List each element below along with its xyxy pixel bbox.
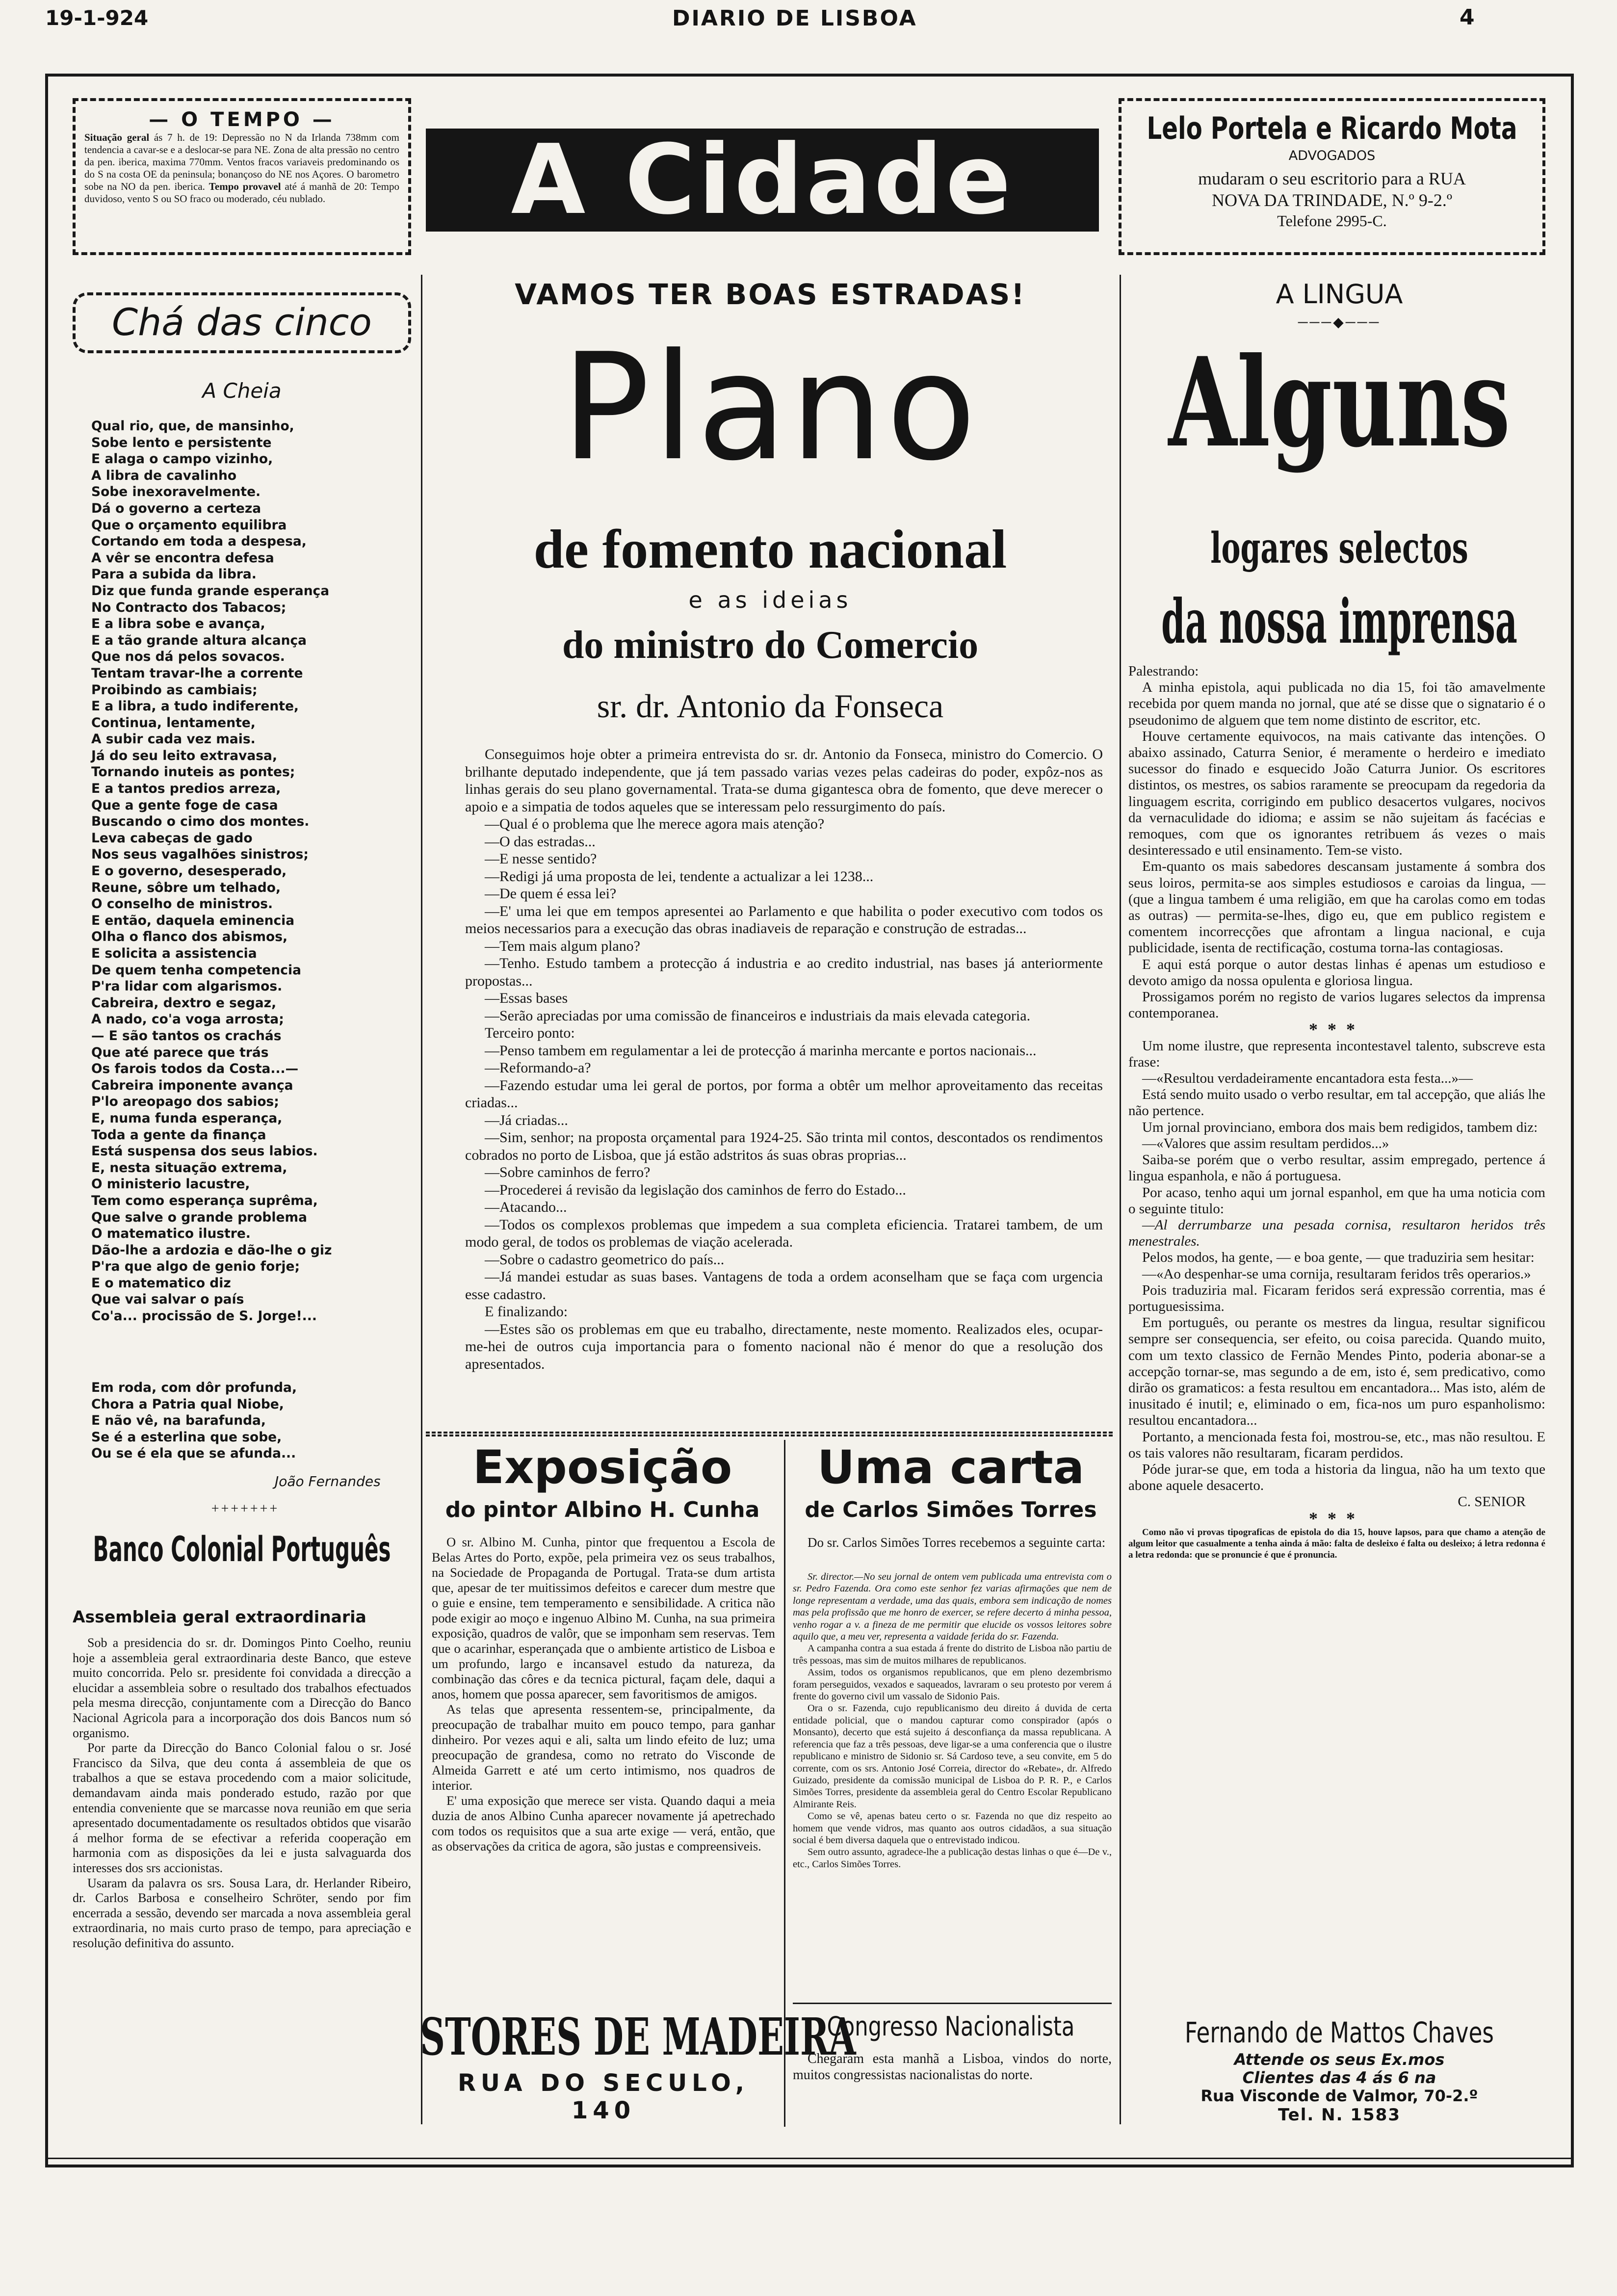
poem-stanza-1: Qual rio, que, de mansinho, Sobe lento e persistente E alaga o campo vizinho, A libra de cavalinho Sobe inexoravelmente. Dá o governo a certeza Que o orçamento equilibra Cortando em toda a despesa, A vêr se encontra defesa Para a subida da libra. Diz que funda grande esperança No Contracto dos Tabacos; E a libra sobe e avança, E a tão grande altura alcança Que nos dá pelos sovacos. Tentam travar-lhe a corrente Proibindo as cambiais; E a libra, a tudo indiferente, Continua, lentamente, A subir cada vez mais. Já do seu leito extravasa, Tornando inuteis as pontes; E a tantos predios arreza, Que a gente foge de casa Buscando o cimo dos montes. Leva cabeças de gado Nos seus vagalhões sinistros; E o governo, desesperado, Reune, sôbre um telhado, O conselho de ministros. E então, daquela eminencia Olha o flanco dos abismos, E solicita a assistencia De quem tenha competencia P'ra lidar com algarismos. Cabreira, dextro e segaz, A nado, co'a voga arrosta; — E são tantos os crachás Que até parece que trás Os farois todos da Costa...— Cabreira imponente avança P'lo areopago dos sabios; E, numa funda esperança, Toda a gente da finança Está suspensa dos seus labios. E, nesta situação extrema, O ministerio lacustre, Tem como esperança suprêma, Que salve o grande problema O matematico ilustre. Dão-lhe a ardozia e dão-lhe o giz P'ra que algo de genio forje; E o matematico diz Que vai salvar o país Co'a... procissão de S. Jorge!... (91, 418, 332, 1324)
lingua-paragraph-15: Póde jurar-se que, em toda a historia da lingua, não ha um texto que abone aquele desacerto. (1128, 1461, 1545, 1494)
lingua-subtitle-2: da nossa imprensa (1161, 586, 1517, 657)
carta-paragraph-6: Sem outro assunto, agradece-lhe a publicação destas linhas o que é—De v., etc., Carlos Simões Torres. (793, 1847, 1112, 1870)
lingua-opening: Palestrando: (1128, 663, 1199, 679)
carta-title: Uma carta (817, 1441, 1085, 1494)
weather-situation-text: ás 7 h. de 19: Depressão no N da Irlanda 738mm com tendencia a cavar-se e a deslocar-se para NE. Zona de alta pressão no centro da pen. iberica, maxima 770mm. Ventos fracos variaveis predominando os do S na costa OE da peninsula; bonançoso do NE nos Açores. O barometro sobe na NO da pen. iberica. (84, 131, 400, 192)
column-rule-left (421, 275, 422, 2124)
plano-bottom-rule (426, 1432, 1113, 1436)
fernando-line3: Rua Visconde de Valmor, 70-2.º (1200, 2087, 1478, 2105)
right-frame-rule (1571, 74, 1574, 2167)
lingua-subtitle: logares selectos (1210, 523, 1468, 573)
carta-paragraph-5: Como se vê, apenas bateu certo o sr. Fazenda no que diz respeito ao homem que vende vidros, mas quanto aos outros cidadãos, a sua situação social é bem diversa daquela que o entrevistado indicou. (793, 1811, 1112, 1846)
column-rule-right (1120, 275, 1121, 2124)
lingua-stars-2: *** (1309, 1508, 1365, 1528)
plano-dialogue-line: —O das estradas... (485, 833, 596, 850)
lawyers-ad-phone: Telefone 2995-C. (1277, 212, 1387, 230)
cha-header-box (73, 292, 411, 353)
lingua-quote-2: —«Valores que assim resultam perdidos...» (1142, 1135, 1389, 1151)
weather-forecast-label: Tempo provavel (209, 181, 281, 192)
banco-paragraph-1: Sob a presidencia do sr. dr. Domingos Pinto Coelho, reuniu hoje a assembleia geral extraordinaria deste Banco, que esteve muito concorrida. Pelo sr. presidente foi convidada a direcção a elucidar a assembleia sobre o resultado dos trabalhos efectuados pela mesma direcção, conjuntamente com a Direcção do Banco Nacional Agricola para a incorporação dos dois Bancos num só organismo. (73, 1636, 411, 1740)
section-banner (426, 124, 1099, 236)
lawyers-ad (1119, 98, 1545, 255)
plano-dialogue-line: —Já criadas... (485, 1112, 568, 1128)
lingua-quote-3: —Al derrumbarze una pesada cornisa, resultaron heridos três menestrales. (1128, 1217, 1545, 1250)
plano-dialogue (465, 815, 1103, 1373)
lingua-paragraph-7: Está sendo muito usado o verbo resultar, em tal accepção, que aliás lhe não pertence. (1128, 1087, 1545, 1119)
lingua-paragraph-2: Houve certamente equivocos, na mais cativante das intenções. O abaixo assinado, Caturra Senior, é meramente o herdeiro e imediato sucessor do finado e esquecido João Caturra Junior. Os escritores distintos, os mestres, os sabios raramente se preocupam da regedoria da linguagem escrita, corrigindo em publico desacertos vulgares, nocivos da vernaculidade do idioma; e assim se não sujeitam ás facécias e remoques, com que os ignorantes retribuem ás vezes o mais desinteressado e util ensinamento. Tem-se visto. (1128, 728, 1545, 859)
banco-name-wrap (73, 1526, 411, 1577)
lingua-paragraph-6: Um nome ilustre, que representa incontestavel talento, subscreve esta frase: (1128, 1038, 1545, 1070)
banco-body (73, 1636, 411, 1951)
carta-intro: Do sr. Carlos Simões Torres recebemos a seguinte carta: (808, 1535, 1106, 1550)
plano-subtitle-4: sr. dr. Antonio da Fonseca (597, 687, 944, 725)
poem-stanza-2: Em roda, com dôr profunda, Chora a Patria qual Niobe, E não vê, na barafunda, Se é a esterlina que sobe, Ou se é ela que se afunda... (91, 1380, 297, 1461)
stores-ad (420, 2007, 856, 2124)
carta-paragraph-3: Assim, todos os organismos republicanos, que em pleno dezembrismo foram perseguidos, vexados e saqueados, lavraram o seu protesto por verem á frente do governo civil um vassalo de Sidonio Pais. (793, 1667, 1112, 1702)
plano-kicker: VAMOS TER BOAS ESTRADAS! (515, 278, 1026, 311)
plano-dialogue-line: —Reformando-a? (485, 1060, 591, 1076)
masthead (0, 0, 1617, 29)
plano-dialogue-line: —Serão apreciadas por uma comissão de financeiros e industriais da mais elevada categoria. (485, 1007, 1031, 1024)
weather-situation-label: Situação geral (84, 131, 150, 143)
lingua-quote-1: —«Resultou verdadeiramente encantadora esta festa...»— (1142, 1070, 1473, 1087)
lingua-title: Alguns (1168, 330, 1511, 474)
lingua-signature: C. SENIOR (1458, 1494, 1526, 1510)
lingua-paragraph-10: Por acaso, tenho aqui um jornal espanhol, em que ha uma noticia com o seguinte titulo: (1128, 1184, 1545, 1217)
exposicao-paragraph-3: E' uma exposição que merece ser vista. Quando daqui a meia duzia de anos Albino Cunha aparecer novamente já apetrechado com todos os requisitos que a sua arte exige — verá, então, que as observações da critica de agora, são justas e compreensiveis. (432, 1793, 775, 1853)
lingua-paragraph-12: Pois traduziria mal. Ficaram feridos será expressão correntia, mas é portuguesissima. (1128, 1282, 1545, 1314)
lingua-subtitle-wrap (1128, 522, 1550, 576)
lawyers-ad-line2: NOVA DA TRINDADE, N.º 9-2.º (1211, 190, 1452, 210)
cha-header: Chá das cinco (112, 300, 372, 344)
carta-paragraph-4: Ora o sr. Fazenda, cujo republicanismo deu direito á duvida de certa entidade policial, que o mandou capturar como conspirador (após o Monsanto), decerto que está sujeito á desconfiança da massa republicana. A referencia que faz a três pessoas, deve ligar-se a uma conferencia que o ilustre republicano e ministro de Sidonio sr. Sá Cardoso teve, a seu convite, em 5 do corrente, com os srs. Antonio José Correia, director do «Rebate», dr. Alfredo Guizado, presidente da comissão municipal de Lisboa do P. R. P., e Carlos Simões Torres, presidente da assembleia geral do Centro Escolar Republicano Almirante Reis. (793, 1703, 1112, 1810)
lingua-paragraph-8: Um jornal provinciano, embora dos mais bem redigidos, tambem diz: (1142, 1119, 1538, 1135)
plano-dialogue-line: —Sobre o cadastro geometrico do país... (485, 1251, 725, 1268)
carta-paragraph-1: Sr. director.—No seu jornal de ontem vem publicada uma entrevista com o sr. Pedro Fazenda. Ora como este senhor fez varias afirmações que nem de longe representam a verdade, uma das quais, embora sem indicação de nomes mas pela profissão que me honro de exercer, se refere decerto á minha pessoa, venho rogar a v. a fineza de me permitir que elucide os vossos leitores sobre aquilo que, a meu ver, representa a vaidade ferida do sr. Fazenda. (793, 1571, 1112, 1643)
lingua-paragraph-4: E aqui está porque o autor destas linhas é apenas um estudioso e devoto amigo da nossa opulenta e gloriosa lingua. (1128, 956, 1545, 989)
lawyers-ad-line1: mudaram o seu escritorio para a RUA (1198, 169, 1466, 188)
poem-title: A Cheia (202, 379, 282, 403)
lingua-stars-1: *** (1309, 1019, 1365, 1040)
congresso-title-wrap (789, 2010, 1113, 2046)
plano-dialogue-line: —Penso tambem em regulamentar a lei de protecção á marinha mercante e portos nacionais... (485, 1042, 1037, 1059)
fernando-phone: Tel. N. 1583 (1278, 2105, 1401, 2125)
lingua-quote-4: —«Ao despenhar-se uma cornija, resultaram feridos três operarios.» (1142, 1266, 1531, 1282)
top-frame-rule (45, 74, 1574, 77)
weather-box (73, 98, 411, 255)
lawyers-ad-subtitle: ADVOGADOS (1288, 148, 1376, 163)
lingua-paragraph-5: Prossigamos porém no registo de varios lugares selectos da imprensa contemporanea. (1128, 989, 1545, 1021)
plano-dialogue-line: —Todos os complexos problemas que impedem a sua completa eficiencia. Tratarei tambem, de um modo geral, de todos os problemas de viação acelerada. (465, 1216, 1103, 1250)
plano-dialogue-line: —E nesse sentido? (485, 851, 597, 867)
banco-paragraph-2: Por parte da Direcção do Banco Colonial falou o sr. José Francisco da Silva, que deu conta á assembleia de que os trabalhos a que se estava procedendo com a maior solicitude, demandavam ainda mais ponderado estudo, razão por que entendia conveniente que se marcasse nova reunião em que seria apresentado documentadamente os resultados obtidos que visarão á melhor forma de se efectivar a referida cooperação em harmonia com as disposições da lei e justa salvaguarda dos interesses dos srs accionistas. (73, 1741, 411, 1875)
banco-paragraph-3: Usaram da palavra os srs. Sousa Lara, dr. Herlander Ribeiro, dr. Carlos Barbosa e conselheiro Schröter, sendo por fim encerrada a sessão, devendo ser marcada a nova assembleia geral extraordinaria, no mais curto praso de tempo, para apreciação e resolução definitiva do assunto. (73, 1876, 411, 1950)
plano-dialogue-line: —Sim, senhor; na proposta orçamental para 1924-25. São trinta mil contos, descontados os rendimentos cobrados no porto de Lisboa, que já estão adstritos ás suas obras proprias... (465, 1129, 1103, 1163)
plano-subtitle-3: do ministro do Comercio (562, 624, 979, 667)
masthead-paper-name: DIARIO DE LISBOA (672, 6, 917, 31)
congresso-text: Chegaram esta manhã a Lisboa, vindos do norte, muitos congressistas nacionalistas do norte. (793, 2051, 1112, 2083)
plano-title: Plano (561, 322, 979, 493)
plano-dialogue-line: —Já mandei estudar as suas bases. Vantagens de toda a ordem aconselham que se faça com urgencia esse cadastro. (465, 1269, 1103, 1303)
lingua-paragraph-1: A minha epistola, aqui publicada no dia 15, foi tão amavelmente recebida por quem manda no jornal, que até se disse que o signatario é o pseudonimo de alguem que tem nome distinto de escritor, etc. (1128, 679, 1545, 728)
lingua-kicker: A LINGUA (1276, 279, 1403, 310)
exposicao-title: Exposição (472, 1441, 732, 1494)
lingua-title-wrap (1128, 329, 1550, 476)
lingua-paragraph-3: Em-quanto os mais sabedores descansam justamente á sombra dos seus loiros, permita-se aos simples estudiosos e caroias da lingua, — (que a lingua tambem é uma religião, em que ha carolas como em todas as outras) — permita-se-lhes, digo eu, que em publico registem e comentem incorrecções que afrontam a lingua nacional, e cuja publicidade, isenta de rectificação, costuma torna-las contagiosas. (1128, 859, 1545, 956)
lingua-footnote: Como não vi provas tipograficas de epistola do dia 15, houve lapsos, para que chamo a atenção de algum leitor que casualmente a tenha ainda á mão: falta de desleixo é falta ou desleixo; á letra redonna é a letra redonda: que se pronuncie é que é pronuncia. (1128, 1527, 1545, 1560)
banco-name: Banco Colonial Português (93, 1529, 391, 1569)
masthead-date: 19-1-924 (45, 6, 149, 30)
carta-subtitle: de Carlos Simões Torres (805, 1497, 1097, 1522)
plano-dialogue-line: —Essas bases (485, 990, 568, 1006)
plano-dialogue-line: —Procederei á revisão da legislação dos caminhos de ferro do Estado... (485, 1181, 906, 1198)
section-banner-title: A Cidade (511, 124, 1014, 236)
stores-name-wrap (420, 2007, 856, 2067)
poem-author: João Fernandes (275, 1473, 381, 1489)
lawyers-ad-title-wrap (1131, 111, 1533, 148)
fernando-name-wrap (1128, 2016, 1550, 2051)
plano-dialogue-line: —Sobre caminhos de ferro? (485, 1164, 651, 1180)
plano-dialogue-line: Terceiro ponto: (485, 1025, 575, 1041)
left-frame-rule (45, 74, 48, 2167)
masthead-page-number: 4 (1460, 5, 1475, 30)
stores-name: STORES DE MADEIRA (420, 2007, 856, 2067)
stores-address: RUA DO SECULO, 140 (457, 2069, 750, 2124)
weather-forecast-text: até á manhã de 20: Tempo duvidoso, vento S ou SO fraco ou moderado, céu nublado. (84, 181, 399, 205)
plano-dialogue-line: —Redigi já uma proposta de lei, tendente a actualizar a lei 1238... (485, 868, 874, 885)
exposicao-body (432, 1535, 775, 1854)
plano-body (465, 746, 1103, 1373)
plano-dialogue-line: —Fazendo estudar uma lei geral de portos, por forma a obtêr um melhor aproveitamento das receitas criadas... (465, 1077, 1103, 1111)
plano-dialogue-line: —Atacando... (485, 1199, 567, 1215)
banco-headline: Assembleia geral extraordinaria (73, 1607, 366, 1626)
weather-title: — O TEMPO — (149, 108, 335, 131)
plano-intro: Conseguimos hoje obter a primeira entrevista do sr. dr. Antonio da Fonseca, ministro do Comercio. O brilhante deputado independente, que já tem passado varias vezes pelas cadeiras do poder, expôz-nos as linhas gerais do seu plano governamental. Trata-se duma gigantesca obra de fomento, que deve merecer o apoio e a simpatia de todos aqueles que se interessam pelo ressurgimento do país. (465, 746, 1103, 815)
poem-divider: +++++++ (211, 1501, 280, 1516)
weather-body (84, 131, 399, 205)
carta-paragraph-2: A campanha contra a sua estada á frente do distrito de Lisboa não partiu de três pessoas, mas sim de muitos milhares de republicanos. (793, 1643, 1112, 1666)
plano-subtitle-1: de fomento nacional (533, 519, 1007, 580)
exposicao-paragraph-2: As telas que apresenta ressentem-se, principalmente, da preocupação de trabalhar muito em pouco tempo, para ganhar dinheiro. Por vezes aqui e ali, salta um lindo efeito de luz; uma preocupação de grandesa, como no retrato do Visconde de Almeida Garrett e até um certo intimismo, nos quadros de interior. (432, 1702, 775, 1793)
lingua-paragraph-13: Em português, ou perante os mestres da lingua, resultar significou sempre ser consequencia, ser efeito, ou coisa parecida. Quando muito, com um texto classico de Fernão Mendes Pinto, poderia abonar-se a accepção tornar-se, mas segundo a de em, isto é, sem predicativo, como dirão os gramaticos: a festa resultou em encantadora... Mas isto, além de inusitado é inutil; e, eliminado o em, fica-nos um puro espanholismo: resultou encantadora... (1128, 1315, 1545, 1429)
lingua-paragraph-14: Portanto, a mencionada festa foi, mostrou-se, etc., mas não resultou. E os tais valores não resultaram, ficaram perdidos. (1128, 1429, 1545, 1461)
plano-subtitle-2: e as ideias (688, 587, 852, 613)
lingua-body (1128, 663, 1545, 1561)
plano-dialogue-line: —De quem é essa lei? (485, 886, 617, 902)
lawyers-ad-title: Lelo Portela e Ricardo Mota (1147, 110, 1517, 146)
lingua-paragraph-11: Pelos modos, ha gente, — e boa gente, — que traduziria sem hesitar: (1142, 1250, 1535, 1266)
plano-dialogue-line: —Tenho. Estudo tambem a protecção á industria e ao credito industrial, nas bases já anteriormente propostas... (465, 955, 1103, 989)
plano-dialogue-line: —Estes são os problemas em que eu trabalho, directamente, neste momento. Realizados eles, ocupar-me-hei de outros cuja importancia para o fomento nacional não é menor do que a resolução dos apresentados. (465, 1321, 1103, 1372)
plano-dialogue-line: —Tem mais algum plano? (485, 938, 640, 954)
fernando-name: Fernando de Mattos Chaves (1185, 2016, 1494, 2049)
lingua-paragraph-9: Saiba-se porém que o verbo resultar, assim empregado, pertence á lingua espanhola, e não á portuguesa. (1128, 1152, 1545, 1184)
lingua-kicker-ornament: ───◆─── (1298, 315, 1381, 330)
congresso-title: Congresso Nacionalista (827, 2011, 1075, 2042)
exposicao-subtitle: do pintor Albino H. Cunha (445, 1497, 760, 1522)
plano-dialogue-line: —E' uma lei que em tempos apresentei ao Parlamento e que habilita o poder executivo com todos os meios necessarios para a execução das obras inadiaveis de reparação e construção de estradas... (465, 903, 1103, 937)
plano-dialogue-line: E finalizando: (485, 1304, 568, 1320)
congresso-rule (793, 2003, 1112, 2004)
lingua-subtitle2-wrap (1128, 586, 1550, 660)
bottom-frame-rule-inner (45, 2158, 1574, 2159)
exposicao-paragraph-1: O sr. Albino M. Cunha, pintor que frequentou a Escola de Belas Artes do Porto, expõe, pela primeira vez os seus trabalhos, na Sociedade de Propaganda de Portugal. Trata-se dum artista que, apesar de ter muitissimos defeitos e carecer dum mestre que o guie e ensine, tem temperamento e sensibilidade. A critica não pode exigir ao moço e ingenuo Albino M. Cunha, na sua primeira exposição, quadros de valôr, que se imponham sem reservas. Tem que o acarinhar, esperançada que o ambiente artistico de Lisboa e um profundo, largo e incansavel estudo da natureza, da combinação das côres e da tecnica pictural, façam dele, daqui a anos, homem que possa aparecer, sem favoritismos de amigos. (432, 1535, 775, 1701)
fernando-ad (1128, 2016, 1550, 2129)
fernando-line2: Clientes das 4 ás 6 na (1242, 2068, 1436, 2087)
plano-dialogue-line: —Qual é o problema que lhe merece agora mais atenção? (485, 816, 825, 832)
fernando-line1: Attende os seus Ex.mos (1234, 2050, 1445, 2069)
bottom-frame-rule (45, 2165, 1574, 2167)
carta-body (793, 1571, 1112, 1870)
